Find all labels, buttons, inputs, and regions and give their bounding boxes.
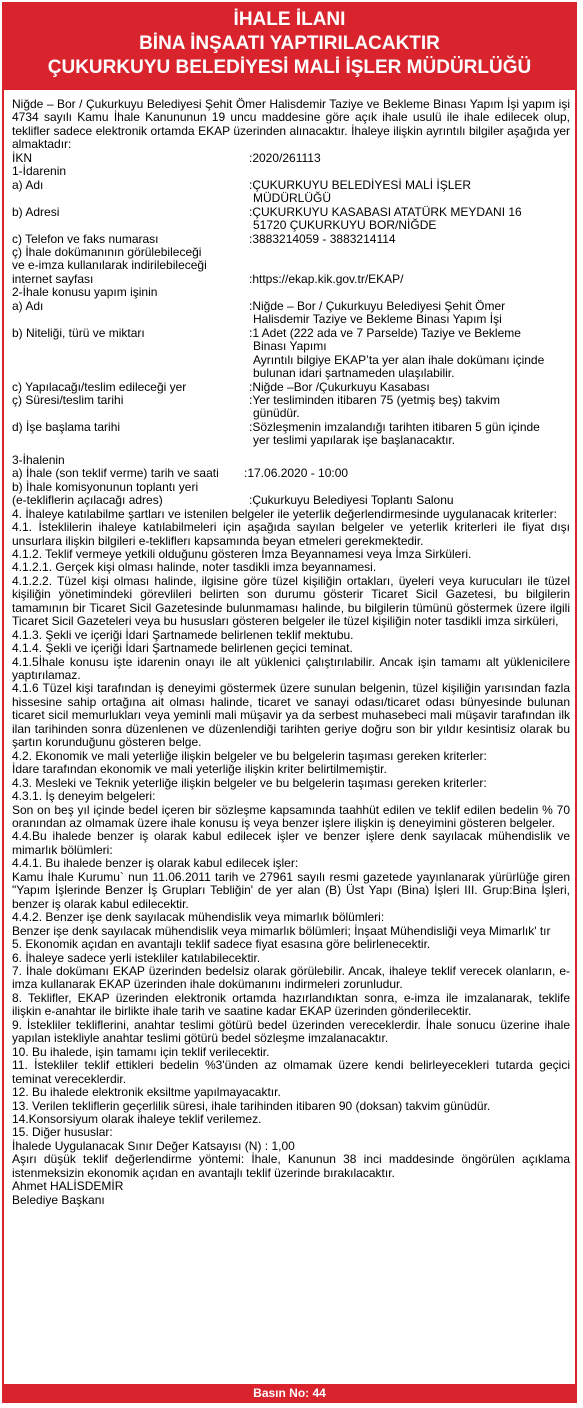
is-nature-value-1: :1 Adet (222 ada ve 7 Parselde) Taziye ve Bekleme [249,325,521,340]
is-start-value-2: yer teslimi yapılarak işe başlanacaktır. [253,433,456,448]
clause: 4.4.1. Bu ihalede benzer iş olarak kabul edilecek işler: [12,856,299,871]
clause: 10. Bu ihalede, işin tamamı için teklif verilecektir. [12,1044,270,1059]
is-name-value-2: Halisdemir Taziye ve Bekleme Binası Yapım İşi [253,312,502,327]
ikn-label: İKN [12,150,33,165]
clause: 4.4.2. Benzer işe denk sayılacak mühendislik veya mimarlık bölümleri: [12,910,385,925]
section-is-heading: 2-İhale konusu yapım işinin [12,285,158,300]
clauses-list [12,508,570,1208]
clause: Benzer işe denk sayılacak mühendislik veya mimarlık bölümleri; İnşaat Mühendisliği veya Mimarlık' tır [12,923,551,938]
clause: İhalede Uygulanacak Sınır Değer Katsayısı (N) : 1,00 [12,1138,295,1153]
clause: İdare tarafından ekonomik ve mali yeterliğe ilişkin kriter belirtilmemiştir. [12,762,387,777]
press-number: Basın No: 44 [2,1384,577,1403]
ad-subtitle: BİNA İNŞAATI YAPTIRILACAKTIR [139,33,440,54]
ihale-place-value: :Çukurkuyu Belediyesi Toplantı Salonu [249,493,454,508]
section-idare-heading: 1-İdarenin [12,164,67,179]
clause: Kamu İhale Kurumu` nun 11.06.2011 tarih ve 27961 sayılı resmi gazetede yayınlanarak yürürlüğe giren "Yapım İşlerinde Benzer İş Grupları Tebliğin' de yer alan (B) Üst Yapı (Bina) İşleri III. Grup:Bina İşleri, benzer iş olarak kabul edilecektir. [12,869,570,911]
is-place-label: c) Yapılacağı/teslim edileceği yer [12,379,187,394]
idare-phone-row [12,233,570,246]
clause: 15. Diğer hususlar: [12,1125,113,1140]
ihale-date-value: :17.06.2020 - 10:00 [244,466,349,481]
clause: 4.3.1. İş deneyim belgeleri: [12,789,156,804]
is-name-value-1: :Niğde – Bor / Çukurkuyu Belediyesi Şehit Ömer [249,298,506,313]
is-name-label: a) Adı [12,298,44,313]
ad-header [2,2,577,90]
clause: 11. İstekliler teklif ettikleri bedelin %3'ünden az olmamak üzere kendi belirleyecekleri tutarda geçici teminat vereceklerdir. [12,1058,570,1086]
is-duration-row [12,394,570,421]
clause: 14.Konsorsiyum olarak ihaleye teklif verilemez. [12,1111,262,1126]
ihale-place-label-2: (e-tekliflerin açılacağı adres) [12,493,163,508]
is-place-value: :Niğde –Bor /Çukurkuyu Kasabası [249,379,430,394]
clause: 9. İstekliler tekliflerini, anahtar teslimi götürü bedel üzerinden vereceklerdir. İhale sonucu üzerine ihale yapılan istekliyle anahtar teslimi götürü bedel sözleşme imzalanacaktır. [12,1017,570,1046]
is-nature-value-4: bulunan idari şartnameden ulaşılabilir. [253,366,455,381]
clause: Son on beş yıl içinde bedel içeren bir sözleşme kapsamında taahhüt edilen ve teklif edilen bedelin % 70 oranından az olmamak üzere ihale konusu iş veya benzer işlere ilişkin iş deneyimini gösteren belgeler. [12,802,570,831]
clause: 4.1. İsteklilerin ihaleye katılabilmeleri için aşağıda sayılan belgeler ve yeterlik kriterleri ile fiyat dışı unsurlara ilişkin bilgileri e-tekliflerı kapsamında beyan etmeleri gerekmektedir. [12,520,570,548]
ad-institution: ÇUKURKUYU BELEDİYESİ MALİ İŞLER MÜDÜRLÜĞÜ [47,57,532,78]
idare-address-value-2: 51720 ÇUKURKUYU BOR/NİĞDE [253,218,437,233]
is-start-row [12,421,570,448]
clause: 4.1.5İhale konusu işte idarenin onayı ile alt yüklenici çalıştırılabilir. Ancak işin tamamı alt yüklenicilere yaptırılamaz. [12,654,570,683]
idare-name-row [12,179,570,206]
ad-body [12,98,570,1207]
is-start-value-1: :Sözleşmenin imzalandığı tarihten itibaren 5 gün içinde [249,419,540,434]
is-nature-value-3: Ayrıntılı bilgiye EKAP’ta yer alan ihale dokümanı içinde [253,352,545,367]
is-duration-label: ç) Süresi/teslim tarihi [12,392,124,407]
idare-address-label: b) Adresi [12,204,60,219]
clause: 7. İhale dokümanı EKAP üzerinden bedelsiz olarak görülebilir. Ancak, ihaleye teklif verecek olanların, e-imza kullanarak EKAP üzerinden ihale dokümanını indirmeleri zorunludur. [12,964,570,992]
clause: 5. Ekonomik açıdan en avantajlı teklif sadece fiyat esasına göre belirlenecektir. [12,937,431,952]
ihale-date-label: a) İhale (son teklif verme) tarih ve saati [12,466,219,481]
ikn-value: :2020/261113 [249,150,321,165]
clause: 4.2. Ekonomik ve mali yeterliğe ilişkin belgeler ve bu belgelerin taşıması gereken kriterler: [12,748,487,763]
is-duration-value-2: günüdür. [253,406,300,421]
idare-name-label: a) Adı [12,177,44,192]
clause: 4.1.4. Şekli ve içeriği İdari Şartnamede belirlenen geçici teminat. [12,641,353,656]
clause: 8. Teklifler, EKAP üzerinden elektronik ortamda hazırlandıktan sonra, e-imza ile imzalanarak, teklife ilişkin e-anahtar ile birlikte ihale tarih ve saatine kadar EKAP üzerinden gönderilecektir. [12,990,570,1019]
ad-title: İHALE İLANI [233,9,346,30]
clause: 4.1.2.2. Tüzel kişi olması halinde, ilgisine göre tüzel kişiliğin ortakları, üyeleri veya kurucuları ile tüzel kişiliğin yönetimindeki görevlileri belirten son durumu gösterir Ticaret Sicil Gazetesi, bu bilgilerin tamamının bir Ticaret Sicil Gazetesinde bulunmaması halinde, bu bilgilerin tümünü göstermek üzere ilgili Ticaret Sicil Gazeteleri veya bu hususları gösteren belgeler ile tüzel kişiliğin noter tasdikli imza sirküleri, [12,573,570,629]
idare-web-label-3: internet sayfası [12,271,94,286]
idare-address-row [12,206,570,233]
idare-phone-label: c) Telefon ve faks numarası [12,231,159,246]
idare-address-value-1: :ÇUKURKUYU KASABASI ATATÜRK MEYDANI 16 [249,204,522,219]
is-nature-row [12,327,570,381]
idare-name-value-2: MÜDÜRLÜĞÜ [253,191,331,206]
idare-name-value-1: :ÇUKURKUYU BELEDİYESİ MALİ İŞLER [249,177,472,192]
idare-web-row [12,246,570,286]
idare-web-value[interactable]: :https://ekap.kik.gov.tr/EKAP/ [249,271,404,286]
clause: 4.3. Mesleki ve Teknik yeterliğe ilişkin belgeler ve bu belgelerin taşıması gereken kriterler: [12,775,487,790]
clause: 6. İhaleye sadece yerli istekliler katılabilecektir. [12,950,261,965]
signatory-name: Belediye Başkanı [12,1192,105,1207]
clause: Ahmet HALİSDEMİR [12,1179,124,1194]
ihale-place-label-1: b) İhale komisyonunun toplantı yeri [12,479,199,494]
is-start-label: d) İşe başlama tarihi [12,419,121,434]
idare-web-label-1: ç) İhale dokümanının görülebileceği [12,244,202,259]
section-ihale-heading: 3-İhalenin [12,452,65,467]
clause: 13. Verilen tekliflerin geçerlilik süresi, ihale tarihinden itibaren 90 (doksan) takvim günüdür. [12,1098,491,1113]
is-name-row [12,300,570,327]
intro-paragraph: Niğde – Bor / Çukurkuyu Belediyesi Şehit Ömer Halisdemir Taziye ve Bekleme Binası Yapım İşi yapım işi 4734 sayılı Kamu İhale Kanununun 19 uncu maddesine göre açık ihale usulü ile ihale edilecek olup, teklifler sadece elektronik ortamda EKAP üzerinden alınacaktır. İhaleye ilişkin ayrıntılı bilgiler aşağıda yer almaktadır: [12,97,570,152]
idare-web-label-2: ve e-imza kullanılarak indirilebileceği [12,258,207,273]
is-place-row [12,381,570,394]
clause: 4.1.3. Şekli ve içeriği İdari Şartnamede belirlenen teklif mektubu. [12,627,354,642]
clause: 12. Bu ihalede elektronik eksiltme yapılmayacaktır. [12,1085,281,1100]
clause: 4. İhaleye katılabilme şartları ve istenilen belgeler ile yeterlik değerlendirmesinde uygulanacak kriterler: [12,506,557,521]
clause: 4.1.6 Tüzel kişi tarafından iş deneyimi göstermek üzere sunulan belgenin, tüzel kişiliğin yarısından fazla hissesine sahip ortağına ait olması halinde, ticaret ve sanayi odası/ticaret odası bünyesinde bulunan ticaret sicil memurlukları veya yeminli mali müşavir ya da serbest muhasebeci mali müşavir tarafından ilk ilan tarihinden sonra düzenlenen ve düzenlendiği tarihten geriye doğru son bir yıldır kesintisiz olarak bu şartın korunduğunu gösteren belge. [12,681,570,750]
is-duration-value-1: :Yer tesliminden itibaren 75 (yetmiş beş) takvim [249,392,500,407]
is-nature-value-2: Binası Yapımı [253,339,327,354]
is-nature-label: b) Niteliği, türü ve miktarı [12,325,145,340]
idare-phone-value: :3883214059 - 3883214114 [249,231,396,246]
clause: 4.1.2. Teklif vermeye yetkili olduğunu gösteren İmza Beyannamesi veya İmza Sirküleri. [12,546,472,561]
clause: 4.4.Bu ihalede benzer iş olarak kabul edilecek işler ve benzer işlere denk sayılacak mühendislik ve mimarlık bölümleri: [12,829,570,857]
clause: Aşırı düşük teklif değerlendirme yöntemi: İhale, Kanunun 38 inci maddesinde öngörülen açıklama istenmeksizin ekonomik açıdan en avantajlı teklif üzerinde bırakılacaktır. [12,1152,570,1180]
ikn-row [12,152,570,165]
ihale-date-row [12,467,570,480]
clause: 4.1.2.1. Gerçek kişi olması halinde, noter tasdikli imza beyannamesi. [12,560,377,575]
ihale-place-row [12,481,570,508]
